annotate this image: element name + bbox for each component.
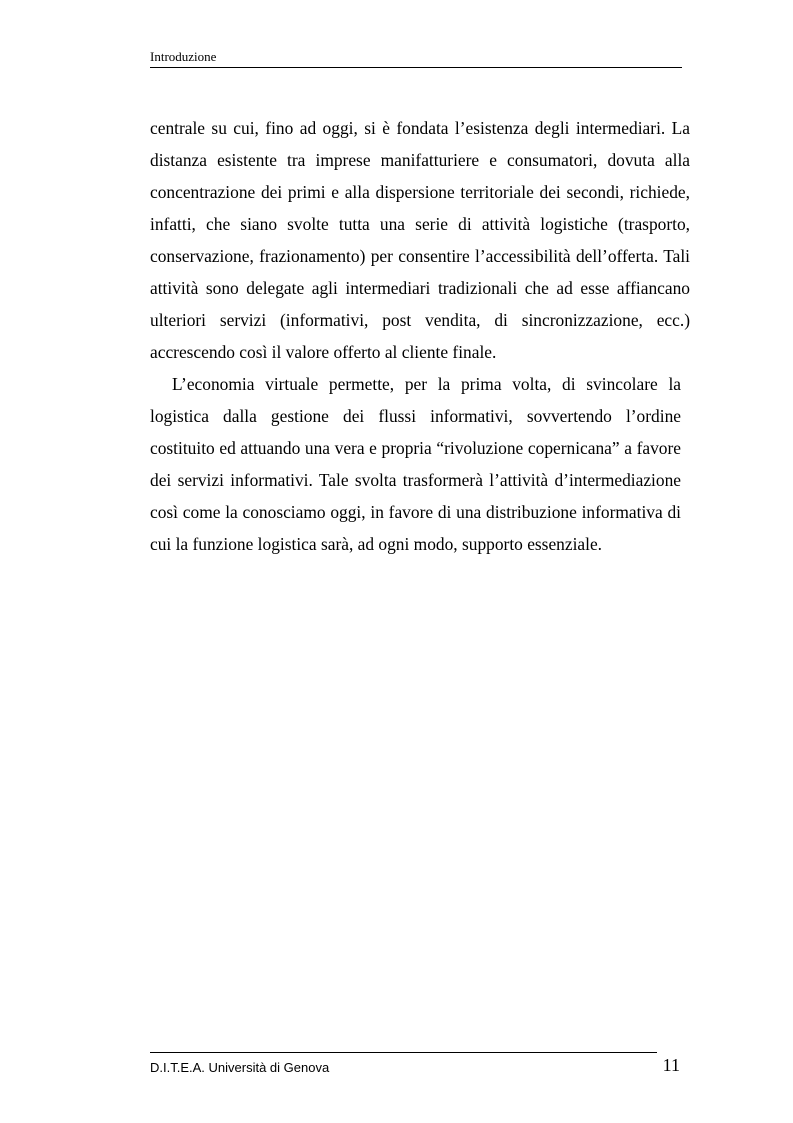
header-rule <box>150 67 682 68</box>
page-number: 11 <box>662 1055 680 1075</box>
footer-institution: D.I.T.E.A. Università di Genova <box>150 1060 330 1075</box>
running-header: Introduzione <box>150 49 217 64</box>
paragraph-1: centrale su cui, fino ad oggi, si è fondata l’esistenza degli intermediari. La distanza esistente tra imprese manifatturiere e consumatori, dovuta alla concentrazione dei primi e alla dispersione territoriale dei secondi, richiede, infatti, che siano svolte tutta una serie di attività logistiche (trasporto, conservazione, frazionamento) per consentire l’accessibilità dell’offerta. Tali attività sono delegate agli intermediari tradizionali che ad esse affiancano ulteriori servizi (informativi, post vendita, di sincronizzazione, ecc.) accrescendo così il valore offerto al cliente finale. <box>150 118 690 362</box>
main-text <box>150 112 690 560</box>
footer-rule <box>150 1052 657 1053</box>
paragraph-2: L’economia virtuale permette, per la prima volta, di svincolare la logistica dalla gestione dei flussi informativi, sovvertendo l’ordine costituito ed attuando una vera e propria “rivoluzione copernicana” a favore dei servizi informativi. Tale svolta trasformerà l’attività d’intermediazione così come la conosciamo oggi, in favore di una distribuzione informativa di cui la funzione logistica sarà, ad ogni modo, supporto essenziale. <box>150 374 681 554</box>
